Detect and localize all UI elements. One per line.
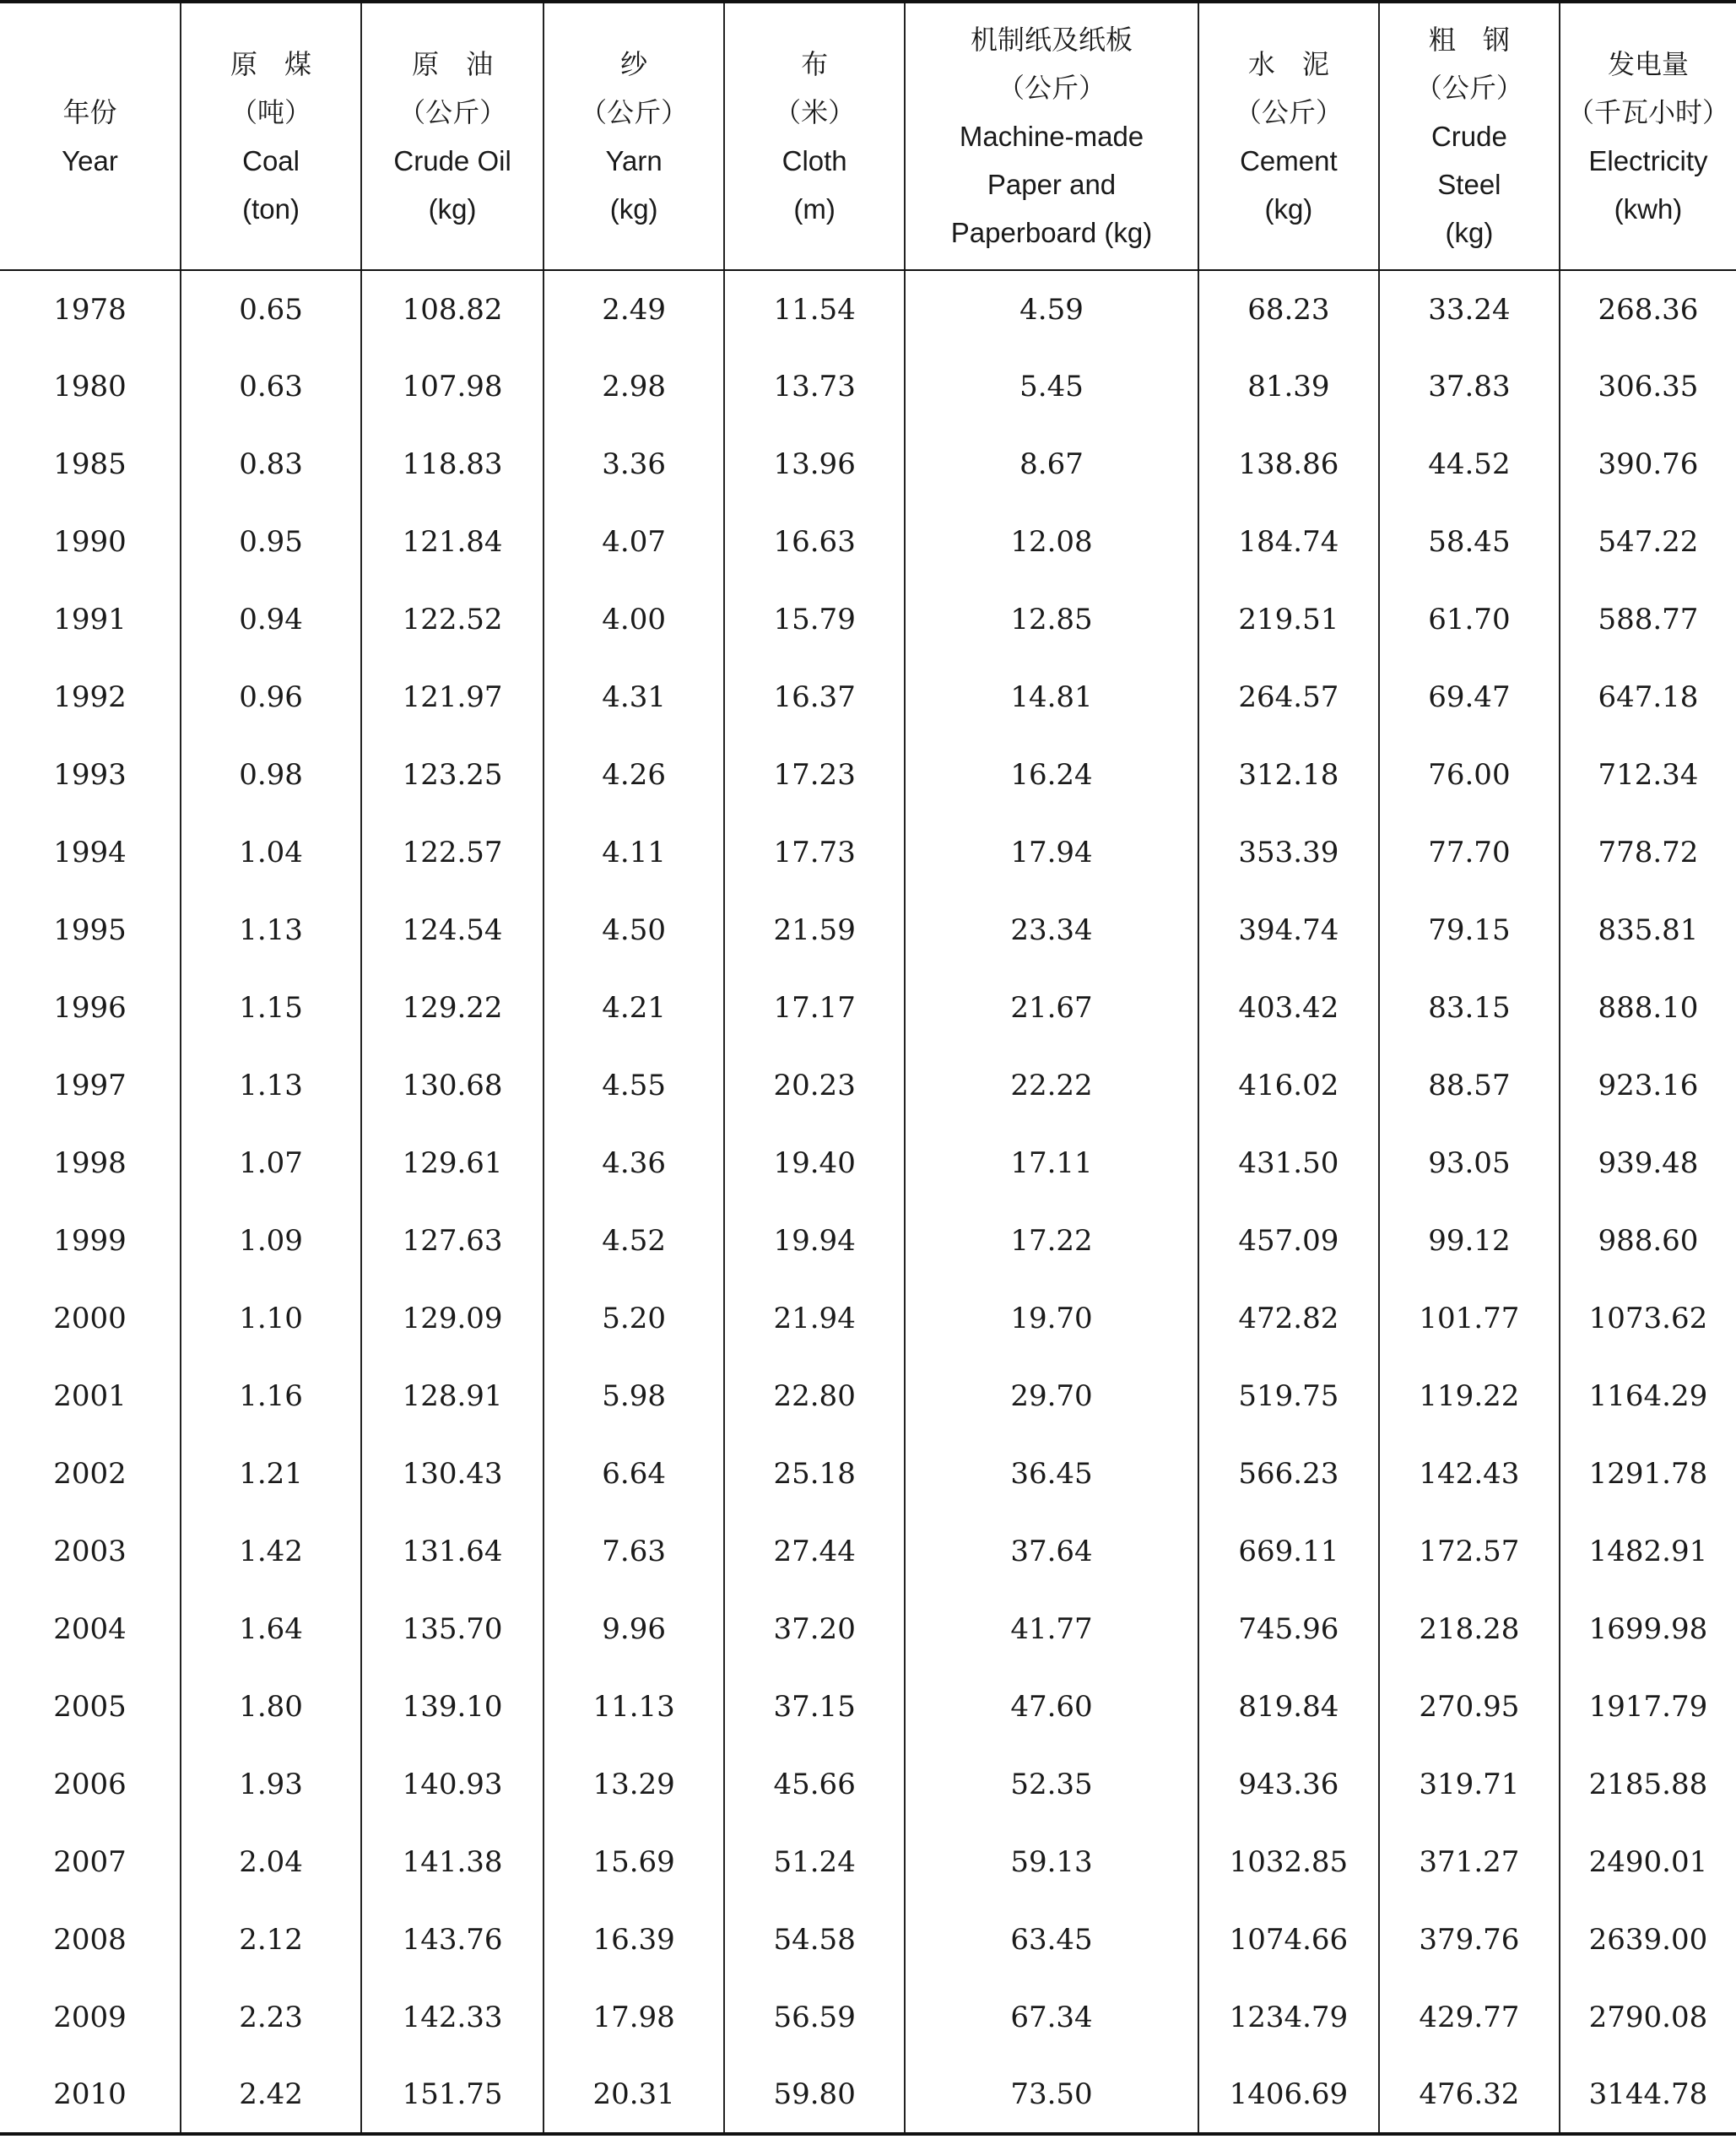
- cell-cement: 1234.79: [1198, 1979, 1379, 2056]
- cell-electricity: 835.81: [1560, 891, 1736, 969]
- cell-cement: 353.39: [1198, 814, 1379, 891]
- cell-crude-steel: 476.32: [1379, 2056, 1560, 2134]
- column-header-line: Electricity: [1588, 144, 1708, 176]
- cell-cement: 1406.69: [1198, 2056, 1379, 2134]
- column-header-line: (m): [793, 192, 836, 225]
- cell-coal: 1.42: [181, 1513, 361, 1590]
- cell-electricity: 268.36: [1560, 270, 1736, 348]
- cell-crude-oil: 127.63: [361, 1202, 544, 1280]
- table-row: [0, 1668, 1736, 1746]
- cell-crude-oil: 128.91: [361, 1357, 544, 1435]
- cell-electricity: 778.72: [1560, 814, 1736, 891]
- column-header-line: (kg): [1445, 217, 1494, 248]
- cell-coal: 0.83: [181, 425, 361, 503]
- cell-year: 2001: [53, 1379, 127, 1413]
- cell-paper: 23.34: [905, 891, 1198, 969]
- cell-cloth: 16.63: [724, 503, 905, 581]
- table-row: [0, 1047, 1736, 1124]
- cell-yarn: 2.49: [544, 270, 724, 348]
- column-header-line: Coal: [242, 144, 300, 176]
- table-row: [0, 1357, 1736, 1435]
- table-row: [0, 581, 1736, 658]
- table-row: [0, 814, 1736, 891]
- cell-cloth: 25.18: [724, 1435, 905, 1513]
- table-row: [0, 2056, 1736, 2134]
- column-header-year: [0, 2, 181, 270]
- cell-paper: 63.45: [905, 1901, 1198, 1979]
- cell-coal: 2.12: [181, 1901, 361, 1979]
- table-row: [0, 969, 1736, 1047]
- column-header-line: Steel: [1437, 169, 1501, 200]
- cell-electricity: 1482.91: [1560, 1513, 1736, 1590]
- cell-coal: 1.09: [181, 1202, 361, 1280]
- cell-yarn: 4.11: [544, 814, 724, 891]
- table-row: [0, 736, 1736, 814]
- cell-paper: 12.08: [905, 503, 1198, 581]
- cell-cloth: 11.54: [724, 270, 905, 348]
- cell-year: 1994: [53, 836, 127, 869]
- table-row: [0, 1513, 1736, 1590]
- table-row: [0, 1590, 1736, 1668]
- column-header-electricity: [1560, 2, 1736, 270]
- column-header-line: 粗 钢: [1428, 24, 1510, 56]
- cell-yarn: 4.07: [544, 503, 724, 581]
- cell-paper: 17.22: [905, 1202, 1198, 1280]
- column-header-line: （千瓦小时）: [1566, 95, 1729, 128]
- column-header-coal: [181, 2, 361, 270]
- cell-crude-steel: 429.77: [1379, 1979, 1560, 2056]
- table-header: [0, 2, 1736, 270]
- cell-yarn: 2.98: [544, 348, 724, 425]
- cell-crude-oil: 122.57: [361, 814, 544, 891]
- cell-coal: 1.21: [181, 1435, 361, 1513]
- column-header-line: (kwh): [1614, 192, 1683, 225]
- cell-crude-oil: 129.61: [361, 1124, 544, 1202]
- column-header-line: Yarn: [605, 144, 662, 176]
- table-row: [0, 1435, 1736, 1513]
- cell-year: 2007: [53, 1845, 127, 1879]
- cell-cloth: 17.17: [724, 969, 905, 1047]
- cell-crude-steel: 218.28: [1379, 1590, 1560, 1668]
- table-row: [0, 1979, 1736, 2056]
- cell-paper: 12.85: [905, 581, 1198, 658]
- cell-paper: 47.60: [905, 1668, 1198, 1746]
- cell-electricity: 390.76: [1560, 425, 1736, 503]
- cell-crude-oil: 140.93: [361, 1746, 544, 1823]
- cell-yarn: 4.00: [544, 581, 724, 658]
- cell-crude-oil: 130.43: [361, 1435, 544, 1513]
- cell-yarn: 4.50: [544, 891, 724, 969]
- column-header-line: 发电量: [1607, 47, 1689, 80]
- cell-crude-oil: 142.33: [361, 1979, 544, 2056]
- cell-crude-oil: 121.97: [361, 658, 544, 736]
- cell-paper: 37.64: [905, 1513, 1198, 1590]
- cell-electricity: 939.48: [1560, 1124, 1736, 1202]
- column-header-line: Crude Oil: [393, 144, 511, 176]
- column-header-line: 年份: [62, 95, 117, 128]
- table-row: [0, 658, 1736, 736]
- cell-cloth: 21.59: [724, 891, 905, 969]
- cell-crude-steel: 44.52: [1379, 425, 1560, 503]
- cell-yarn: 16.39: [544, 1901, 724, 1979]
- cell-electricity: 1917.79: [1560, 1668, 1736, 1746]
- cell-cloth: 19.94: [724, 1202, 905, 1280]
- cell-paper: 8.67: [905, 425, 1198, 503]
- cell-cement: 943.36: [1198, 1746, 1379, 1823]
- cell-crude-steel: 172.57: [1379, 1513, 1560, 1590]
- column-header-line: （公斤）: [1414, 72, 1523, 104]
- column-header-line: (ton): [242, 192, 300, 225]
- cell-coal: 2.42: [181, 2056, 361, 2134]
- cell-cloth: 54.58: [724, 1901, 905, 1979]
- cell-crude-oil: 131.64: [361, 1513, 544, 1590]
- cell-electricity: 888.10: [1560, 969, 1736, 1047]
- cell-yarn: 6.64: [544, 1435, 724, 1513]
- table-row: [0, 1124, 1736, 1202]
- cell-crude-steel: 76.00: [1379, 736, 1560, 814]
- cell-cement: 1074.66: [1198, 1901, 1379, 1979]
- cell-paper: 73.50: [905, 2056, 1198, 2134]
- column-header-line: 原 油: [412, 47, 494, 80]
- cell-cement: 264.57: [1198, 658, 1379, 736]
- cell-paper: 19.70: [905, 1280, 1198, 1357]
- cell-year: 2009: [53, 2001, 127, 2034]
- cell-crude-steel: 61.70: [1379, 581, 1560, 658]
- cell-crude-oil: 129.09: [361, 1280, 544, 1357]
- cell-crude-steel: 77.70: [1379, 814, 1560, 891]
- column-header-line: （公斤）: [398, 95, 507, 128]
- cell-crude-oil: 130.68: [361, 1047, 544, 1124]
- cell-crude-steel: 379.76: [1379, 1901, 1560, 1979]
- cell-crude-steel: 88.57: [1379, 1047, 1560, 1124]
- cell-electricity: 3144.78: [1560, 2056, 1736, 2134]
- cell-cloth: 45.66: [724, 1746, 905, 1823]
- cell-cement: 472.82: [1198, 1280, 1379, 1357]
- cell-coal: 0.96: [181, 658, 361, 736]
- cell-coal: 2.04: [181, 1823, 361, 1901]
- cell-electricity: 923.16: [1560, 1047, 1736, 1124]
- cell-year: 1995: [53, 913, 127, 947]
- cell-year: 2008: [53, 1923, 127, 1957]
- cell-electricity: 547.22: [1560, 503, 1736, 581]
- column-header-yarn: [544, 2, 724, 270]
- cell-paper: 22.22: [905, 1047, 1198, 1124]
- column-header-line: (kg): [428, 192, 477, 225]
- cell-crude-oil: 129.22: [361, 969, 544, 1047]
- cell-electricity: 1073.62: [1560, 1280, 1736, 1357]
- cell-cloth: 37.15: [724, 1668, 905, 1746]
- cell-crude-steel: 37.83: [1379, 348, 1560, 425]
- cell-year: 1997: [53, 1069, 127, 1102]
- cell-yarn: 15.69: [544, 1823, 724, 1901]
- cell-crude-steel: 270.95: [1379, 1668, 1560, 1746]
- cell-year: 1998: [53, 1146, 127, 1180]
- cell-cloth: 17.73: [724, 814, 905, 891]
- cell-paper: 17.11: [905, 1124, 1198, 1202]
- cell-electricity: 306.35: [1560, 348, 1736, 425]
- cell-cloth: 21.94: [724, 1280, 905, 1357]
- cell-yarn: 7.63: [544, 1513, 724, 1590]
- cell-cement: 416.02: [1198, 1047, 1379, 1124]
- column-header-line: Paperboard (kg): [950, 217, 1153, 248]
- cell-cement: 519.75: [1198, 1357, 1379, 1435]
- cell-crude-steel: 319.71: [1379, 1746, 1560, 1823]
- cell-yarn: 11.13: [544, 1668, 724, 1746]
- cell-cement: 566.23: [1198, 1435, 1379, 1513]
- cell-coal: 1.10: [181, 1280, 361, 1357]
- cell-cloth: 19.40: [724, 1124, 905, 1202]
- cell-yarn: 20.31: [544, 2056, 724, 2134]
- cell-yarn: 13.29: [544, 1746, 724, 1823]
- cell-yarn: 5.20: [544, 1280, 724, 1357]
- cell-electricity: 588.77: [1560, 581, 1736, 658]
- cell-year: 2010: [0, 2056, 181, 2134]
- cell-coal: 2.23: [181, 1979, 361, 2056]
- cell-paper: 17.94: [905, 814, 1198, 891]
- cell-cement: 219.51: [1198, 581, 1379, 658]
- cell-crude-oil: 118.83: [361, 425, 544, 503]
- cell-paper: 41.77: [905, 1590, 1198, 1668]
- cell-paper: 52.35: [905, 1746, 1198, 1823]
- column-header-line: 水 泥: [1247, 47, 1329, 80]
- cell-cement: 68.23: [1198, 270, 1379, 348]
- cell-yarn: 9.96: [544, 1590, 724, 1668]
- cell-coal: 1.16: [181, 1357, 361, 1435]
- cell-paper: 21.67: [905, 969, 1198, 1047]
- column-header-cloth: [724, 2, 905, 270]
- cell-cement: 394.74: [1198, 891, 1379, 969]
- cell-coal: 1.93: [181, 1746, 361, 1823]
- cell-coal: 1.13: [181, 891, 361, 969]
- cell-electricity: 2185.88: [1560, 1746, 1736, 1823]
- cell-yarn: 4.31: [544, 658, 724, 736]
- column-header-line: 机制纸及纸板: [971, 24, 1133, 56]
- cell-electricity: 2490.01: [1560, 1823, 1736, 1901]
- column-header-line: （吨）: [230, 95, 312, 128]
- cell-electricity: 712.34: [1560, 736, 1736, 814]
- cell-yarn: 17.98: [544, 1979, 724, 2056]
- cell-cement: 669.11: [1198, 1513, 1379, 1590]
- cell-crude-steel: 69.47: [1379, 658, 1560, 736]
- table-row: [0, 891, 1736, 969]
- cell-crude-steel: 371.27: [1379, 1823, 1560, 1901]
- cell-electricity: 1699.98: [1560, 1590, 1736, 1668]
- table-row: [0, 425, 1736, 503]
- cell-cloth: 13.73: [724, 348, 905, 425]
- table-row: [0, 1746, 1736, 1823]
- cell-cement: 457.09: [1198, 1202, 1379, 1280]
- column-header-line: Cement: [1240, 144, 1338, 176]
- cell-coal: 0.94: [181, 581, 361, 658]
- cell-year: 1978: [53, 292, 127, 327]
- table-row: [0, 348, 1736, 425]
- cell-cloth: 13.96: [724, 425, 905, 503]
- column-header-line: Year: [62, 144, 118, 176]
- cell-coal: 1.15: [181, 969, 361, 1047]
- column-header-crude-steel: [1379, 2, 1560, 270]
- cell-crude-oil: 122.52: [361, 581, 544, 658]
- cell-electricity: 988.60: [1560, 1202, 1736, 1280]
- cell-cloth: 27.44: [724, 1513, 905, 1590]
- header-row: [0, 2, 1736, 270]
- cell-crude-steel: 119.22: [1379, 1357, 1560, 1435]
- column-header-line: （米）: [774, 95, 856, 128]
- cell-coal: 0.63: [181, 348, 361, 425]
- cell-year: 2000: [53, 1302, 127, 1335]
- cell-electricity: 2790.08: [1560, 1979, 1736, 2056]
- cell-crude-oil: 124.54: [361, 891, 544, 969]
- column-header-crude-oil: [361, 2, 544, 270]
- cell-year: 1980: [53, 370, 127, 403]
- table-row: [0, 1901, 1736, 1979]
- cell-cement: 138.86: [1198, 425, 1379, 503]
- cell-yarn: 4.36: [544, 1124, 724, 1202]
- column-header-line: Cloth: [781, 144, 847, 176]
- cell-crude-steel: 99.12: [1379, 1202, 1560, 1280]
- column-header-line: （公斤）: [580, 95, 689, 128]
- cell-year: 1991: [53, 603, 127, 636]
- cell-cement: 819.84: [1198, 1668, 1379, 1746]
- cell-coal: 0.95: [181, 503, 361, 581]
- cell-coal: 0.65: [181, 270, 361, 348]
- cell-crude-steel: 142.43: [1379, 1435, 1560, 1513]
- cell-coal: 0.98: [181, 736, 361, 814]
- column-header-line: 纱: [620, 47, 648, 80]
- table-row: [0, 1280, 1736, 1357]
- cell-yarn: 5.98: [544, 1357, 724, 1435]
- cell-year: 2006: [53, 1768, 127, 1801]
- cell-crude-steel: 93.05: [1379, 1124, 1560, 1202]
- cell-yarn: 4.21: [544, 969, 724, 1047]
- cell-coal: 1.80: [181, 1668, 361, 1746]
- cell-coal: 1.13: [181, 1047, 361, 1124]
- column-header-line: (kg): [1264, 192, 1313, 225]
- cell-cement: 1032.85: [1198, 1823, 1379, 1901]
- cell-crude-oil: 121.84: [361, 503, 544, 581]
- column-header-line: （公斤）: [998, 72, 1106, 104]
- table-row: [0, 503, 1736, 581]
- cell-electricity: 1291.78: [1560, 1435, 1736, 1513]
- cell-year: 1992: [53, 680, 127, 714]
- column-header-line: Paper and: [987, 169, 1117, 200]
- column-header-cement: [1198, 2, 1379, 270]
- column-header-line: (kg): [609, 192, 658, 225]
- cell-yarn: 4.52: [544, 1202, 724, 1280]
- cell-cement: 745.96: [1198, 1590, 1379, 1668]
- cell-cement: 81.39: [1198, 348, 1379, 425]
- cell-paper: 29.70: [905, 1357, 1198, 1435]
- cell-cloth: 17.23: [724, 736, 905, 814]
- cell-paper: 67.34: [905, 1979, 1198, 2056]
- cell-crude-oil: 151.75: [361, 2056, 544, 2134]
- cell-cloth: 20.23: [724, 1047, 905, 1124]
- cell-crude-steel: 79.15: [1379, 891, 1560, 969]
- cell-crude-oil: 143.76: [361, 1901, 544, 1979]
- cell-yarn: 3.36: [544, 425, 724, 503]
- cell-paper: 59.13: [905, 1823, 1198, 1901]
- cell-paper: 36.45: [905, 1435, 1198, 1513]
- cell-cloth: 16.37: [724, 658, 905, 736]
- cell-crude-oil: 123.25: [361, 736, 544, 814]
- cell-year: 1990: [53, 525, 127, 559]
- cell-electricity: 647.18: [1560, 658, 1736, 736]
- column-header-line: 原 煤: [230, 47, 312, 80]
- cell-coal: 1.64: [181, 1590, 361, 1668]
- table-row: [0, 270, 1736, 348]
- cell-paper: 4.59: [905, 270, 1198, 348]
- cell-coal: 1.07: [181, 1124, 361, 1202]
- cell-year: 1985: [53, 447, 127, 481]
- cell-cement: 403.42: [1198, 969, 1379, 1047]
- column-header-line: Machine-made: [959, 121, 1144, 152]
- cell-crude-steel: 101.77: [1379, 1280, 1560, 1357]
- cell-crude-steel: 58.45: [1379, 503, 1560, 581]
- cell-cement: 184.74: [1198, 503, 1379, 581]
- cell-yarn: 4.26: [544, 736, 724, 814]
- cell-year: 2005: [53, 1690, 127, 1724]
- table-row: [0, 1823, 1736, 1901]
- cell-year: 1996: [53, 991, 127, 1025]
- cell-cloth: 37.20: [724, 1590, 905, 1668]
- column-header-line: 布: [801, 47, 829, 80]
- column-header-paper: [905, 2, 1198, 270]
- cell-cloth: 15.79: [724, 581, 905, 658]
- cell-crude-oil: 135.70: [361, 1590, 544, 1668]
- table-row: [0, 1202, 1736, 1280]
- table-body: [0, 270, 1736, 2134]
- cell-electricity: 2639.00: [1560, 1901, 1736, 1979]
- cell-crude-oil: 141.38: [361, 1823, 544, 1901]
- cell-cement: 312.18: [1198, 736, 1379, 814]
- cell-cloth: 51.24: [724, 1823, 905, 1901]
- cell-year: 2002: [53, 1457, 127, 1491]
- column-header-line: Crude: [1430, 121, 1507, 152]
- cell-crude-oil: 139.10: [361, 1668, 544, 1746]
- cell-yarn: 4.55: [544, 1047, 724, 1124]
- cell-year: 1993: [53, 758, 127, 792]
- column-header-line: （公斤）: [1234, 95, 1343, 128]
- cell-cloth: 59.80: [724, 2056, 905, 2134]
- cell-crude-steel: 83.15: [1379, 969, 1560, 1047]
- cell-year: 2003: [53, 1535, 127, 1568]
- cell-crude-steel: 33.24: [1379, 270, 1560, 348]
- cell-cloth: 56.59: [724, 1979, 905, 2056]
- cell-coal: 1.04: [181, 814, 361, 891]
- cell-paper: 16.24: [905, 736, 1198, 814]
- cell-crude-oil: 108.82: [361, 270, 544, 348]
- cell-crude-oil: 107.98: [361, 348, 544, 425]
- cell-year: 1999: [53, 1224, 127, 1258]
- cell-cloth: 22.80: [724, 1357, 905, 1435]
- cell-paper: 14.81: [905, 658, 1198, 736]
- cell-cement: 431.50: [1198, 1124, 1379, 1202]
- cell-year: 2004: [53, 1612, 127, 1646]
- cell-paper: 5.45: [905, 348, 1198, 425]
- cell-electricity: 1164.29: [1560, 1357, 1736, 1435]
